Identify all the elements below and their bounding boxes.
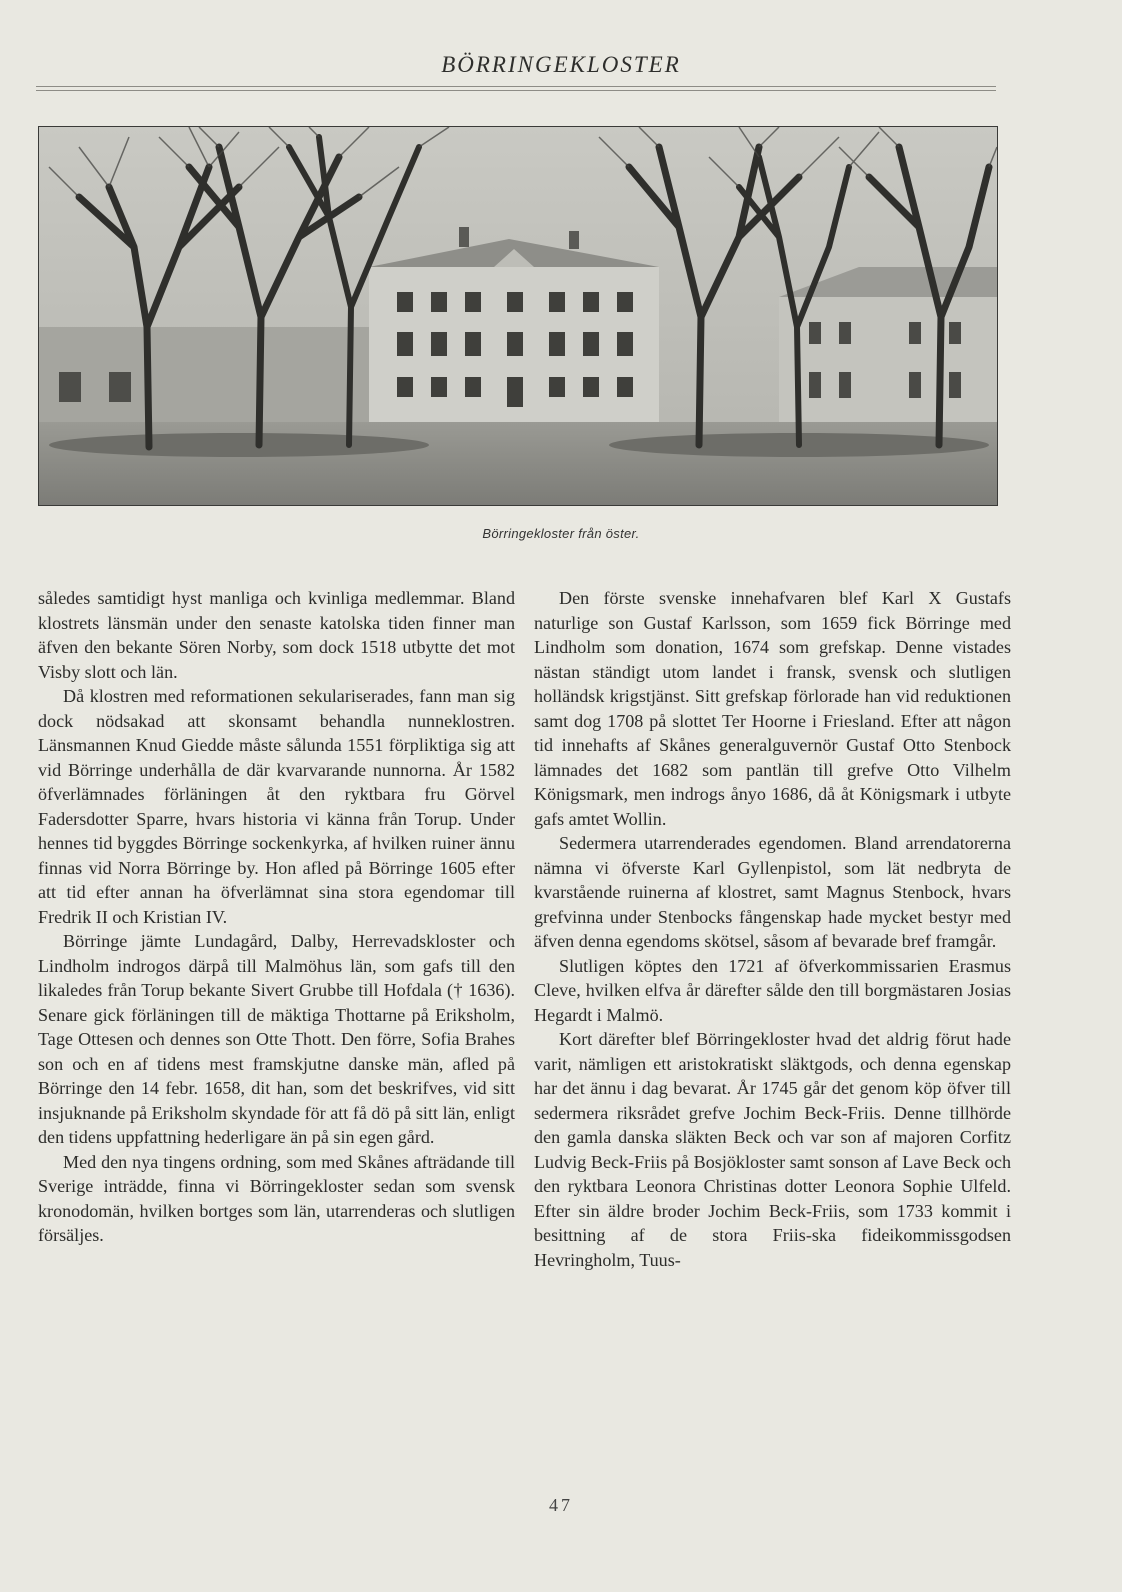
- paragraph: Slutligen köptes den 1721 af öfverkommissarien Erasmus Cleve, hvilken elfva år därefter sålde den till borgmästaren Josias Hegardt i Malmö.: [534, 955, 1011, 1025]
- paragraph: således samtidigt hyst manliga och kvinliga medlemmar. Bland klostrets länsmän under den senaste katolska tiden finner man äfven den bekante Sören Norby, som dock 1518 utbytte det mot Visby slott och län.: [38, 588, 515, 682]
- left-column: [38, 586, 515, 1248]
- paragraph: Den förste svenske innehafvaren blef Karl X Gustafs naturlige son Gustaf Karlsson, som 1659 fick Börringe med Lindholm som donation, 1674 som grefskap. Denne vistades nästan ständigt utom landet i fransk, svensk och slutligen holländsk krigstjänst. Sitt grefskap förlorade han vid reduktionen samt dog 1708 på slottet Ter Hoorne i Friesland. Efter att någon tid innehafts af Skånes generalguvernör Gustaf Otto Stenbock lämnades det 1682 som pantlän till grefve Otto Vilhelm Königsmark, men indrogs ånyo 1686, då åt Königsmark i utbyte gafs amtet Wollin.: [534, 588, 1011, 829]
- photo-illustration: [39, 127, 997, 505]
- header-rule-bottom: [36, 90, 996, 91]
- paragraph: Börringe jämte Lundagård, Dalby, Herrevadskloster och Lindholm indrogos därpå till Malmöhus län, som gafs till den likaledes från Torup bekante Sivert Grubbe till Hofdala († 1636). Senare gick förläningen till de mäktiga Thottarne på Eriksholm, Tage Ottesen och dennes son Otte Thott. Den förre, Sofia Brahes son och en af tidens mest framskjutne danske män, afled på Börringe den 14 febr. 1658, dit han, som det beskrifves, vid sitt insjuknande på Eriksholm skyndade för att få dö på sitt län, enligt den tidens uppfattning hederligare än på sin egen gård.: [38, 931, 515, 1147]
- page-number: 47: [549, 1495, 573, 1515]
- paragraph: Sedermera utarrenderades egendomen. Bland arrendatorerna nämna vi öfverste Karl Gyllenpistol, som lät nedbryta de kvarstående ruinerna af klostret, samt Magnus Stenbock, hvars grefvinna under Stenbocks fångenskap hade mycket bestyr med äfven denna egendoms skötsel, såsom af bevarade bref framgår.: [534, 833, 1011, 951]
- photo-caption: Börringekloster från öster.: [482, 526, 640, 541]
- paragraph: Med den nya tingens ordning, som med Skånes afträdande till Sverige inträdde, finna vi Börringekloster sedan som svensk kronodomän, hvilken bortges som län, utarrenderas och slutligen försäljes.: [38, 1151, 515, 1245]
- running-header: BÖRRINGEKLOSTER: [441, 52, 681, 77]
- paragraph: Kort därefter blef Börringekloster hvad det aldrig förut hade varit, nämligen ett aristokratiskt släktgods, och denna egenskap har det ännu i dag bevarat. År 1745 går det genom köp öfver till sedermera riksrådet grefve Jochim Beck-Friis. Denne tillhörde den gamla danska släkten Beck och var son af majoren Corfitz Ludvig Beck-Friis på Bosjökloster samt sonson af Lave Beck och den ryktbara Leonora Christinas dotter Leonora Sophie Ulfeld. Efter sin äldre broder Jochim Beck-Friis, som 1733 kommit i besittning af de stora Friis-ska fideikommissgodsen Hevringholm, Tuus-: [534, 1029, 1011, 1270]
- right-column: [534, 586, 1011, 1272]
- manor-photograph: [38, 126, 998, 506]
- header-rule-top: [36, 86, 996, 87]
- paragraph: Då klostren med reformationen sekulariserades, fann man sig dock nödsakad att skonsamt behandla nunneklostren. Länsmannen Knud Giedde måste sålunda 1551 förpliktiga sig att vid Börringe underhålla de där kvarvarande nunnorna. År 1582 öfverlämnades förläningen åt den ryktbara fru Görvel Fadersdotter Sparre, hvars historia vi känna från Torup. Under hennes tid byggdes Börringe sockenkyrka, af hvilken ruiner ännu finnas vid Norra Börringe by. Hon afled på Börringe 1605 efter att tid efter annan ha öfverlämnat sina stora egendomar till Fredrik II och Kristian IV.: [38, 686, 515, 927]
